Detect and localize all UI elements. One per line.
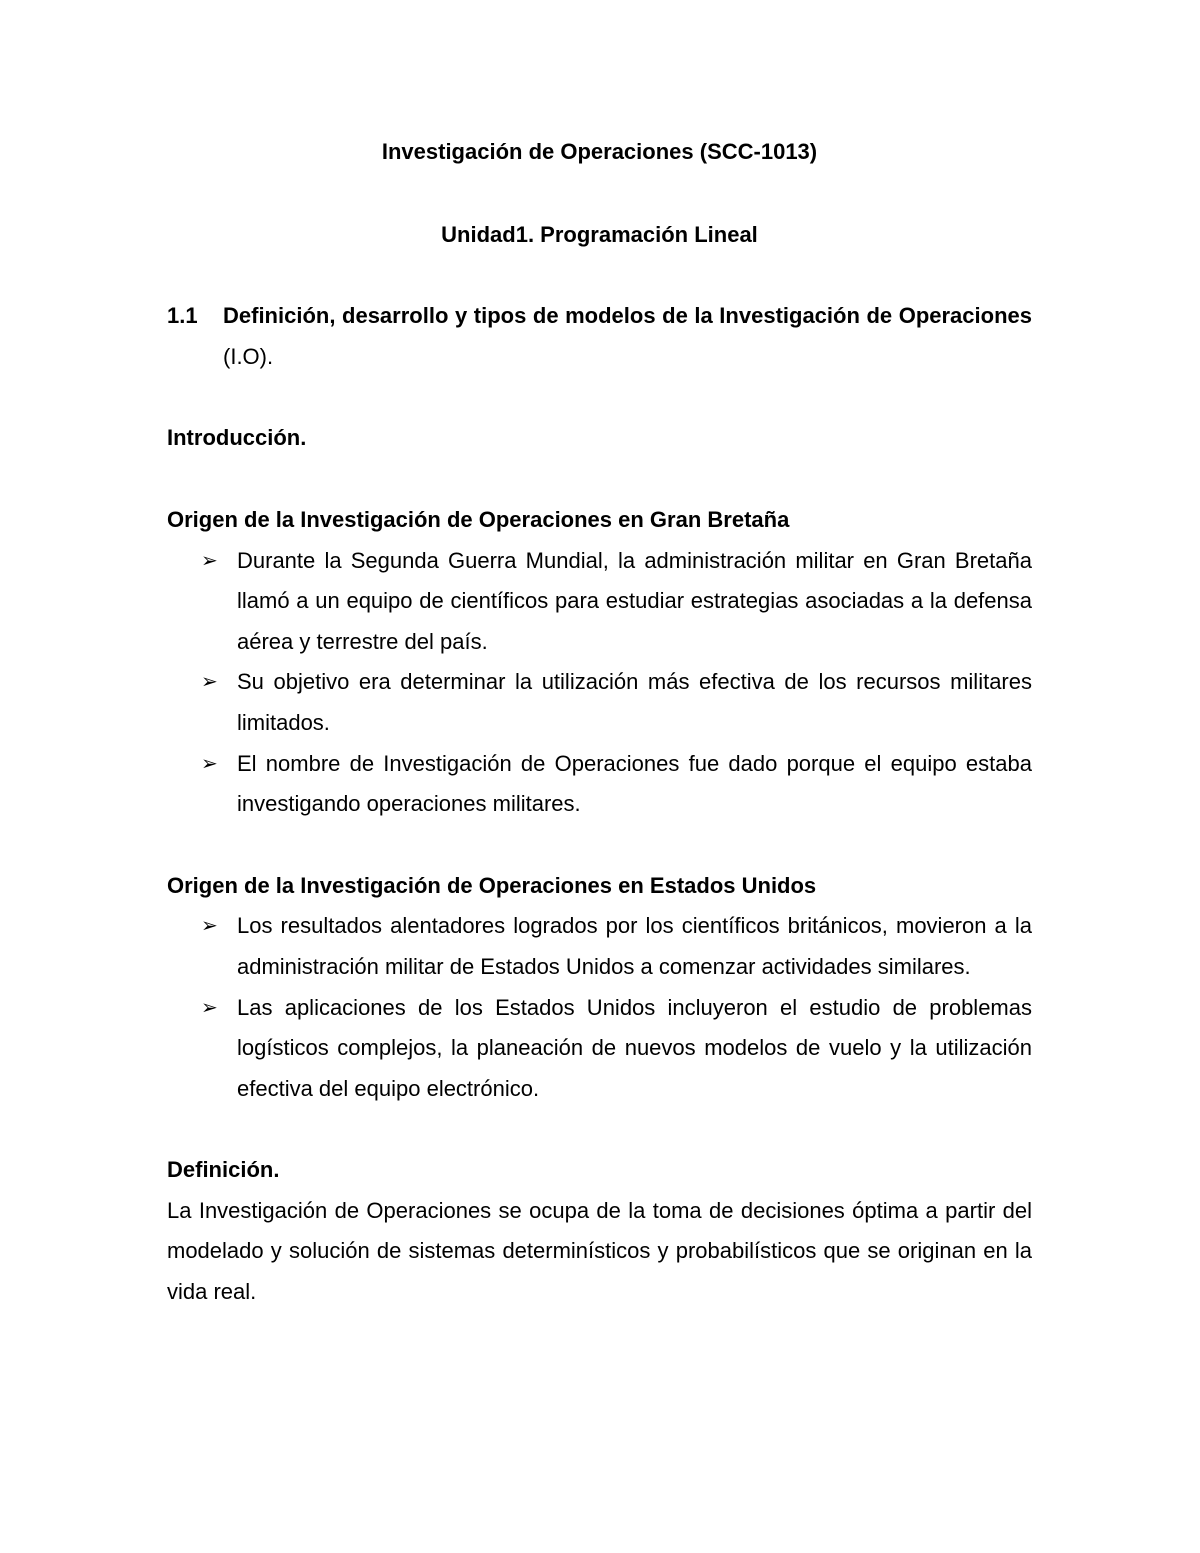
section-title — [223, 296, 1032, 377]
list-item — [167, 744, 1032, 825]
document-body — [167, 132, 1032, 1313]
usa-bullet-list — [167, 906, 1032, 1109]
list-item — [167, 906, 1032, 987]
section-number: 1.1 — [167, 303, 198, 329]
list-item — [167, 988, 1032, 1110]
arrowhead-bullet-icon: ➢ — [201, 671, 218, 694]
arrowhead-bullet-icon: ➢ — [201, 996, 218, 1019]
list-item-text: Durante la Segunda Guerra Mundial, la administración militar en Gran Bretaña llamó a un equipo de científicos para estudiar estrategias asociadas a la defensa aérea y terrestre del país. — [237, 547, 1032, 654]
list-item — [167, 662, 1032, 743]
usa-heading: Origen de la Investigación de Operaciones en Estados Unidos — [167, 872, 817, 898]
arrowhead-bullet-icon: ➢ — [201, 752, 218, 775]
definition-heading: Definición. — [167, 1157, 280, 1183]
section-title-suffix: (I.O). — [223, 343, 274, 369]
britain-bullet-list — [167, 541, 1032, 825]
definition-paragraph: La Investigación de Operaciones se ocupa de la toma de decisiones óptima a partir del modelado y solución de sistemas determinísticos y probabilísticos que se originan en la vida real. — [167, 1197, 1032, 1305]
unit-title: Unidad1. Programación Lineal — [441, 221, 758, 247]
britain-heading: Origen de la Investigación de Operaciones en Gran Bretaña — [167, 506, 790, 532]
list-item-text: Las aplicaciones de los Estados Unidos incluyeron el estudio de problemas logísticos complejos, la planeación de nuevos modelos de vuelo y la utilización efectiva del equipo electrónico. — [237, 994, 1032, 1101]
document-title: Investigación de Operaciones (SCC-1013) — [381, 139, 818, 164]
list-item-text: Los resultados alentadores logrados por los científicos británicos, movieron a la administración militar de Estados Unidos a comenzar actividades similares. — [237, 913, 1032, 979]
section-title-bold: Definición, desarrollo y tipos de modelos de la Investigación de Operaciones — [223, 303, 1032, 329]
arrowhead-bullet-icon: ➢ — [201, 915, 218, 938]
section-heading — [167, 296, 1032, 377]
arrowhead-bullet-icon: ➢ — [201, 549, 218, 572]
intro-heading: Introducción. — [167, 425, 307, 451]
list-item-text: Su objetivo era determinar la utilización más efectiva de los recursos militares limitados. — [237, 669, 1032, 735]
list-item — [167, 541, 1032, 663]
list-item-text: El nombre de Investigación de Operaciones fue dado porque el equipo estaba investigando operaciones militares. — [237, 750, 1032, 817]
